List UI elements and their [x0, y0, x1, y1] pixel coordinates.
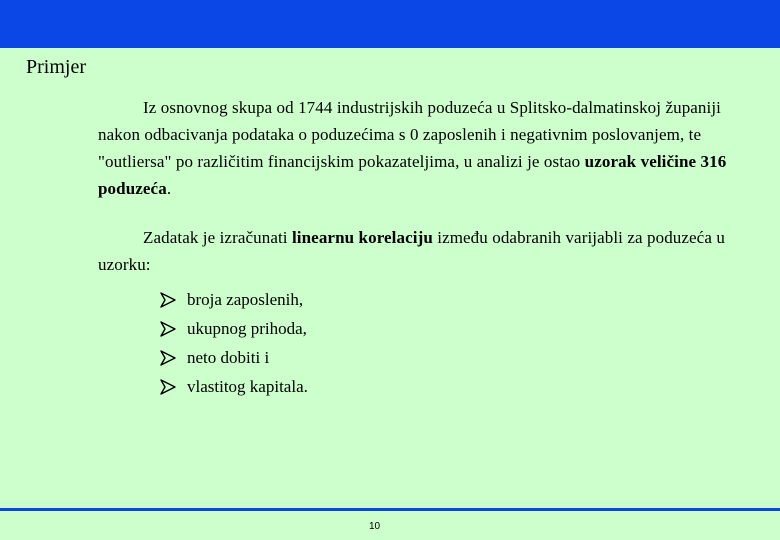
- slide-title: Primjer: [26, 56, 86, 78]
- variable-list: [160, 285, 308, 401]
- task-text: Zadatak je izračunati: [143, 228, 292, 247]
- arrow-bullet-icon: [160, 350, 176, 366]
- list-item: [160, 372, 308, 401]
- intro-text: Iz osnovnog skupa od 1744 industrijskih poduzeća u Splitsko-dalmatinskoj županiji nakon odbacivanja podataka o poduzećima s 0 zaposlenih i negativnim poslovanjem, te "outliersa" po različitim financijskim pokazateljima, u analizi je ostao: [98, 98, 722, 171]
- list-item: [160, 314, 308, 343]
- header-bar: [0, 0, 780, 48]
- task-end-text: između odabranih varijabli za poduzeća u uzorku:: [98, 228, 725, 274]
- arrow-bullet-icon: [160, 379, 176, 395]
- page-number: 10: [369, 521, 381, 532]
- intro-end-text: .: [166, 179, 172, 198]
- list-item-label: ukupnog prihoda,: [187, 319, 307, 338]
- arrow-bullet-icon: [160, 321, 176, 337]
- list-item-label: broja zaposlenih,: [187, 290, 304, 309]
- list-item: [160, 285, 308, 314]
- intro-bold-text: uzorak veličine 316 poduzeća: [98, 152, 727, 198]
- task-bold-text: linearnu korelaciju: [291, 228, 433, 247]
- list-item: [160, 343, 308, 372]
- list-item-label: neto dobiti i: [187, 348, 270, 367]
- list-item-label: vlastitog kapitala.: [187, 377, 308, 396]
- arrow-bullet-icon: [160, 292, 176, 308]
- footer-divider: [0, 508, 780, 511]
- task-paragraph: [98, 224, 758, 278]
- intro-paragraph: [98, 94, 758, 202]
